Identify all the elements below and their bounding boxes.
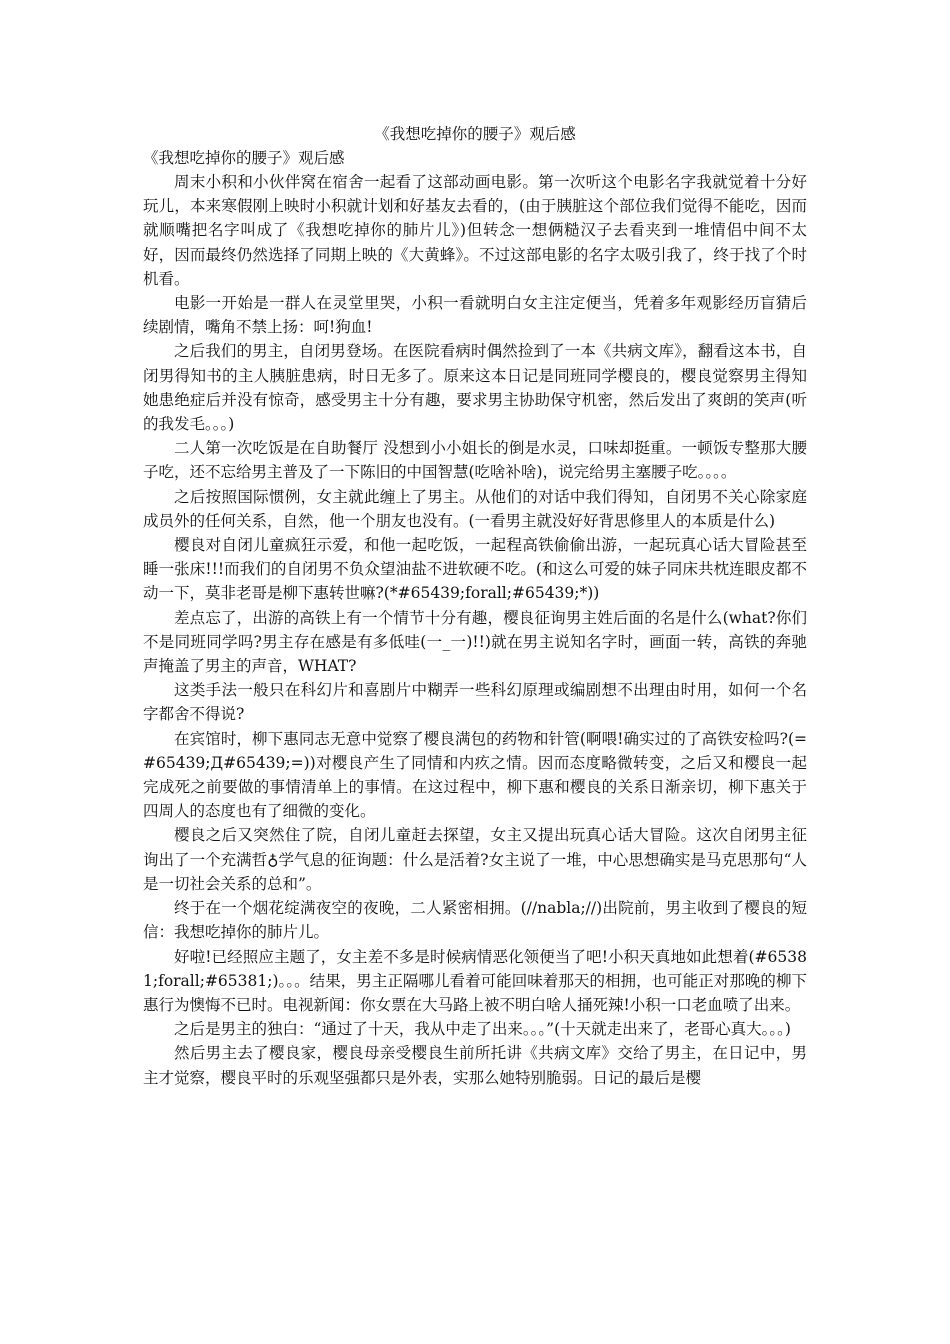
- paragraph: 终于在一个烟花绽满夜空的夜晚，二人紧密相拥。(//nabla;//)出院前，男主收到了樱良的短信：我想吃掉你的肺片儿。: [143, 899, 807, 942]
- paragraph: 这类手法一般只在科幻片和喜剧片中糊弄一些科幻原理或编剧想不出理由时用，如何一个名字都舍不得说?: [143, 681, 807, 724]
- paragraph: 然后男主去了樱良家，樱良母亲受樱良生前所托讲《共病文库》交给了男主，在日记中，男主才觉察，樱良平时的乐观坚强都只是外表，实那么她特别脆弱。日记的最后是樱: [143, 1044, 807, 1087]
- document-body: [143, 170, 807, 1090]
- paragraph: 之后我们的男主，自闭男登场。在医院看病时偶然捡到了一本《共病文库》，翻看这本书，自闭男得知书的主人胰脏患病，时日无多了。原来这本日记是同班同学樱良的，樱良觉察男主得知她患绝症后并没有惊奇，感受男主十分有趣，要求男主协助保守机密，然后发出了爽朗的笑声(听的我发毛。。。): [143, 342, 807, 434]
- paragraph: 在宾馆时，柳下惠同志无意中觉察了樱良满包的药物和针管(啊喂!确实过的了高铁安检吗?(=#65439;Д#65439;=))对樱良产生了同情和内疚之情。因而态度略微转变，之后又和樱良一起完成死之前要做的事情清单上的事情。在这过程中，柳下惠和樱良的关系日渐亲切，柳下惠关于四周人的态度也有了细微的变化。: [143, 729, 807, 821]
- paragraph: 樱良对自闭儿童疯狂示爱，和他一起吃饭，一起程高铁偷偷出游，一起玩真心话大冒险甚至睡一张床!!!而我们的自闭男不负众望油盐不进软硬不吃。(和这么可爱的妹子同床共枕连眼皮都不动一下，莫非老哥是柳下惠转世嘛?(*#65439;forall;#65439;*)): [143, 536, 807, 603]
- document-title: 《我想吃掉你的腰子》观后感: [374, 125, 576, 143]
- paragraph: 之后是男主的独白：“通过了十天，我从中走了出来。。。”(十天就走出来了，老哥心真大。。。): [174, 1020, 791, 1039]
- paragraph: 周末小积和小伙伴窝在宿舍一起看了这部动画电影。第一次听这个电影名字我就觉着十分好玩儿，本来寒假刚上映时小积就计划和好基友去看的，(由于胰脏这个部位我们觉得不能吃，因而就顺嘴把名字叫成了《我想吃掉你的肺片儿》)但转念一想俩糙汉子去看夹到一堆情侣中间不太好，因而最终仍然选择了同期上映的《大黄蜂》。不过这部电影的名字太吸引我了，终于找了个时机看。: [143, 173, 807, 288]
- document-page: [143, 122, 807, 1090]
- paragraph: 二人第一次吃饭是在自助餐厅 没想到小小姐长的倒是水灵，口味却挺重。一顿饭专整那大腰子吃，还不忘给男主普及了一下陈旧的中国智慧(吃啥补啥)，说完给男主塞腰子吃。。。。: [143, 439, 807, 482]
- document-subtitle: 《我想吃掉你的腰子》观后感: [143, 149, 345, 167]
- paragraph: 好啦!已经照应主题了，女主差不多是时候病情恶化领便当了吧!小积天真地如此想着(#65381;forall;#65381;)。。。结果，男主正隔哪儿看着可能回味着那天的相拥，也可能正对那晚的柳下惠行为懊悔不已时。电视新闻：你女票在大马路上被不明白啥人捅死辣!小积一口老血喷了出来。: [143, 947, 807, 1014]
- paragraph: 之后按照国际惯例，女主就此缠上了男主。从他们的对话中我们得知，自闭男不关心除家庭成员外的任何关系，自然，他一个朋友也没有。(一看男主就没好好背思修里人的本质是什么): [143, 487, 807, 530]
- paragraph: 樱良之后又突然住了院，自闭儿童赶去探望，女主又提出玩真心话大冒险。这次自闭男主征询出了一个充满哲♁学气息的征询题：什么是活着?女主说了一堆，中心思想确实是马克思那句“人是一切社会关系的总和”。: [143, 826, 807, 893]
- paragraph: 电影一开始是一群人在灵堂里哭，小积一看就明白女主注定便当，凭着多年观影经历盲猜后续剧情，嘴角不禁上扬：呵!狗血!: [143, 294, 807, 337]
- paragraph: 差点忘了，出游的高铁上有一个情节十分有趣，樱良征询男主姓后面的名是什么(what?你们不是同班同学吗?男主存在感是有多低哇(一_一)!!)就在男主说知名字时，画面一转，高铁的奔驰声掩盖了男主的声音，WHAT?: [143, 608, 807, 676]
